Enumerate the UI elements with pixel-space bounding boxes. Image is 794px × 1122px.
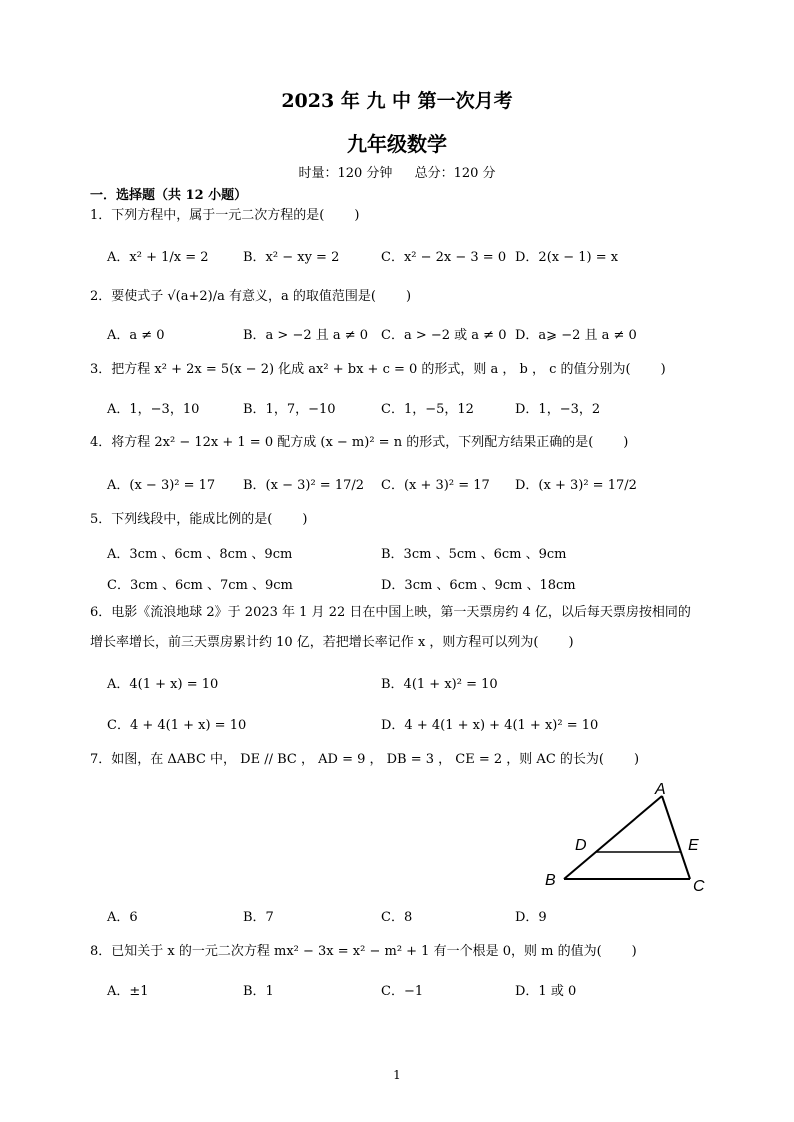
q1-option-b[interactable]: B．x² − xy = 2	[243, 250, 340, 265]
label-a: A	[655, 781, 666, 798]
q2-option-d[interactable]: D．a⩾ −2 且 a ≠ 0	[515, 328, 637, 343]
q5-option-a[interactable]: A．3cm 、6cm 、8cm 、9cm	[107, 547, 293, 562]
q8-option-c[interactable]: C．−1	[381, 984, 424, 999]
q3-option-b[interactable]: B．1，7，−10	[243, 402, 336, 417]
q8-option-d[interactable]: D．1 或 0	[515, 984, 577, 999]
time-limit: 时量：120 分钟	[298, 166, 393, 181]
question-6-stem: 6．电影《流浪地球 2》于 2023 年 1 月 22 日在中国上映，第一天票房约 4 亿，以后每天票房按相同的	[90, 605, 691, 620]
q5-option-d[interactable]: D．3cm 、6cm 、9cm 、18cm	[381, 578, 576, 593]
q8-option-b[interactable]: B．1	[243, 984, 274, 999]
q6-option-b[interactable]: B．4(1 + x)² = 10	[381, 677, 498, 692]
q4-option-a[interactable]: A．(x − 3)² = 17	[107, 478, 216, 493]
triangle-figure	[540, 778, 715, 898]
q7-option-d[interactable]: D．9	[515, 910, 547, 925]
question-7-stem: 7．如图，在 ΔABC 中， DE // BC ， AD = 9 ， DB = 3 ， CE = 2 ，则 AC 的长为( )	[90, 752, 640, 767]
question-4-stem: 4．将方程 2x² − 12x + 1 = 0 配方成 (x − m)² = n 的形式，下列配方结果正确的是( )	[90, 435, 629, 450]
label-d: D	[575, 837, 587, 854]
q7-option-a[interactable]: A．6	[107, 910, 138, 925]
q7-option-b[interactable]: B．7	[243, 910, 274, 925]
q7-option-c[interactable]: C．8	[381, 910, 413, 925]
q4-option-d[interactable]: D．(x + 3)² = 17/2	[515, 478, 637, 493]
question-2-stem: 2．要使式子 √(a+2)/a 有意义，a 的取值范围是( )	[90, 289, 412, 304]
q8-option-a[interactable]: A．±1	[107, 984, 149, 999]
q2-option-a[interactable]: A．a ≠ 0	[107, 328, 165, 343]
total-score: 总分：120 分	[414, 166, 496, 181]
q1-option-a[interactable]: A．x² + 1/x = 2	[107, 250, 209, 265]
q5-option-b[interactable]: B．3cm 、5cm 、6cm 、9cm	[381, 547, 567, 562]
subject-title: 九年级数学	[347, 132, 447, 156]
side-ac	[662, 796, 690, 879]
question-3-stem: 3．把方程 x² + 2x = 5(x − 2) 化成 ax² + bx + c = 0 的形式，则 a ， b ， c 的值分别为( )	[90, 362, 666, 377]
q3-option-d[interactable]: D．1，−3，2	[515, 402, 601, 417]
q3-option-a[interactable]: A．1，−3，10	[107, 402, 200, 417]
label-b: B	[545, 872, 556, 889]
q6-option-c[interactable]: C．4 + 4(1 + x) = 10	[107, 718, 247, 733]
q6-option-a[interactable]: A．4(1 + x) = 10	[107, 677, 219, 692]
page-number: 1	[393, 1068, 401, 1082]
q1-option-d[interactable]: D．2(x − 1) = x	[515, 250, 619, 265]
question-5-stem: 5．下列线段中，能成比例的是( )	[90, 512, 308, 527]
exam-meta	[0, 162, 794, 181]
q6-option-d[interactable]: D．4 + 4(1 + x) + 4(1 + x)² = 10	[381, 718, 599, 733]
q2-option-b[interactable]: B．a > −2 且 a ≠ 0	[243, 328, 369, 343]
q5-option-c[interactable]: C．3cm 、6cm 、7cm 、9cm	[107, 578, 293, 593]
q4-option-b[interactable]: B．(x − 3)² = 17/2	[243, 478, 365, 493]
section-heading: 一．选择题（共 12 小题）	[90, 188, 248, 203]
exam-title: 2023 年 九 中 第一次月考	[281, 90, 513, 112]
label-e: E	[688, 837, 699, 854]
question-8-stem: 8．已知关于 x 的一元二次方程 mx² − 3x = x² − m² + 1 有一个根是 0，则 m 的值为( )	[90, 944, 637, 959]
q3-option-c[interactable]: C．1，−5，12	[381, 402, 474, 417]
question-6-stem-cont: 增长率增长，前三天票房累计约 10 亿，若把增长率记作 x ，则方程可以列为( )	[90, 635, 574, 650]
q1-option-c[interactable]: C．x² − 2x − 3 = 0	[381, 250, 507, 265]
question-1-stem: 1．下列方程中，属于一元二次方程的是( )	[90, 208, 360, 223]
label-c: C	[693, 878, 705, 895]
q2-option-c[interactable]: C．a > −2 或 a ≠ 0	[381, 328, 507, 343]
q4-option-c[interactable]: C．(x + 3)² = 17	[381, 478, 490, 493]
